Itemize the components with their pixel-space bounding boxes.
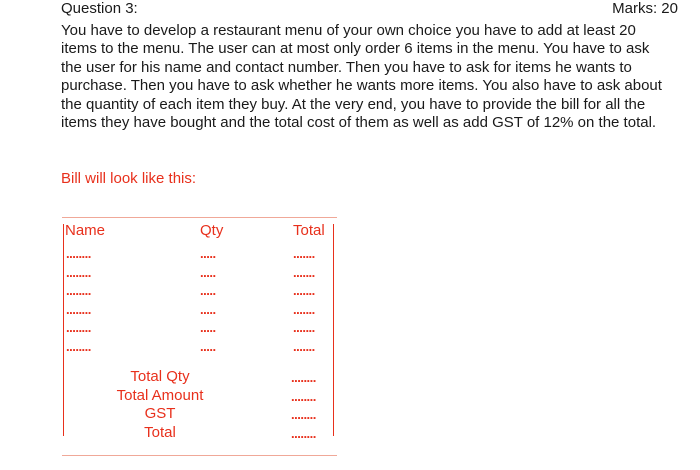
summary-label: Total Qty xyxy=(130,368,190,385)
summary-label: Total Amount xyxy=(116,386,204,404)
header-name: Name xyxy=(65,222,106,239)
bill-caption: Bill will look like this: xyxy=(61,170,197,187)
row-qty-placeholder: ..... xyxy=(200,264,216,280)
bill-top-rule xyxy=(62,217,337,218)
row-qty-placeholder: ..... xyxy=(200,320,216,335)
row-total-placeholder: ....... xyxy=(293,283,315,298)
bill-right-border xyxy=(333,224,334,436)
question-marks: Marks: 20 xyxy=(612,0,678,17)
summary-value-placeholder: ........ xyxy=(291,388,316,404)
row-name-placeholder: ........ xyxy=(66,320,91,335)
row-qty-placeholder: ..... xyxy=(200,301,216,317)
header-total: Total xyxy=(293,222,325,239)
summary-label: GST xyxy=(144,405,176,422)
summary-value-placeholder: ........ xyxy=(291,425,316,441)
row-total-placeholder: ....... xyxy=(293,338,315,354)
bill-left-border xyxy=(63,224,64,436)
row-name-placeholder: ........ xyxy=(66,301,91,317)
row-name-placeholder: ........ xyxy=(66,283,91,298)
header-qty: Qty xyxy=(200,222,224,239)
row-name-placeholder: ........ xyxy=(66,264,91,280)
row-total-placeholder: ....... xyxy=(293,246,315,261)
question-body: You have to develop a restaurant menu of your own choice you have to add at least 20 items to the menu. The user can at most only order 6 items in the menu. You have to ask the user for his name and contact number. Then you have to ask for items he wants to purchase. Then you have to ask whether he wants more items. You also have to ask about the quantity of each item they buy. At the very end, you have to provide the bill for all the items they have bought and the total cost of them as well as add GST of 12% on the total. xyxy=(61,22,662,132)
summary-label: Total xyxy=(144,423,176,441)
row-qty-placeholder: ..... xyxy=(200,246,216,261)
row-qty-placeholder: ..... xyxy=(200,338,216,354)
row-total-placeholder: ....... xyxy=(293,320,315,335)
bill-bottom-rule xyxy=(62,455,337,456)
row-qty-placeholder: ..... xyxy=(200,283,216,298)
row-total-placeholder: ....... xyxy=(293,301,315,317)
summary-value-placeholder: ........ xyxy=(291,370,316,385)
question-title: Question 3: xyxy=(61,0,138,17)
row-total-placeholder: ....... xyxy=(293,264,315,280)
row-name-placeholder: ........ xyxy=(66,338,91,354)
summary-value-placeholder: ........ xyxy=(291,407,316,422)
row-name-placeholder: ........ xyxy=(66,246,91,261)
